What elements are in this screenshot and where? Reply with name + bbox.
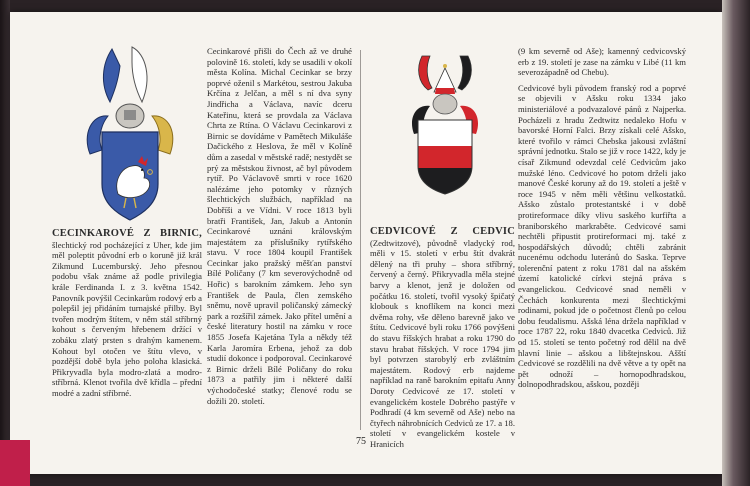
bookmark-ribbon	[0, 440, 30, 486]
book-left-edge	[0, 0, 10, 486]
column-3	[370, 226, 515, 449]
cedvic-history-text: Cedvicové byli původem franský rod a poprvé se objevili v Ašsku roku 1334 jako ministeriálové a podvazalové pánů z Najperka. Pocházeli z hradu Zedtwitz nedaleko Hofu v bavorské Horní Falci. Brzy získali celé Ašsko, které tvořilo v rámci Chebska jakousi zvláštní správní jednotku. Stalo se již v roce 1422, kdy je císař Zikmund odevzdal celé Cedvicům jako mužské léno. Cedvicové ho potom drželi jako manové České koruny až do 19. století a ještě v roce 1945 v něm měli většinu velkostatků. Ašsko zůstalo protestantské i v době protireformace díky vlivu saského kurfiřta a braniborského markraběte. Cedvicové sami nechtěli připustit protireformaci mj. také z hospodářských důvodů; chtěli zabránit nucenému odchodu luteránů do Saska. Teprve tolerenční patent z roku 1781 dal na ašském území katolické církvi stejná práva s evangelickou. Cedvicové snad neměli v Čechách konkurenta mezi šlechtickými rodinami, pokud jde o početnost členů po celou dobu feudalismu. Ašská léna držela například v roce 1787 22, roku 1840 dvacetka Cedviců. Již od 15. století se tento početný rod dělil na dvě hlavní linie – ašskou a libštejnskou. Ašští Cedvicové se rozdělili na dvě větve a ty opět na pět odnoží – hornopodhradskou, dolnopodhradskou, ašskou, později	[518, 82, 686, 390]
column-2	[207, 46, 352, 406]
cecinkar-text: šlechtický rod pocházející z Uher, kde jim měl poleptit původní erb o koruně již král Zikmund Lucemburský. Jeho přesnou podobu však známe až podle privilegia krále Ferdinanda I. z 3. května 1542. Panovník povýšil Cecinkarům rodový erb a polepšil jej přidáním turnajské přilby. Byl tvořen modrým štítem, v něm stál stříbrný kohout s červeným hřebenem držící v zobáku zlatý prsten s drahým kamenem. Kohout byl otočen ve štítu vlevo, v pozdější době byla jeho poloha klasická. Přikryvadla byla modro-zlatá a modro-stříbrná. Klenot tvořila dvě křídla – přední modré a zadní stříbrné.	[52, 239, 202, 398]
page-number: 75	[356, 436, 366, 447]
cedvic-text-continued: (9 km severně od Aše); kamenný cedvicovský erb z 19. století je zase na zámku v Libé (11 km severozápadně od Chebu).	[518, 46, 686, 78]
cedvic-coat-of-arms	[400, 48, 490, 198]
cedvic-text: (Zedtwitzové), původně vladycký rod, měli v 15. století v erbu štít dvakrát dělený na tři pruhy – shora stříbrný, červený a černý. Přikryvadla měla stejné barvy a klenot, jenž je doložen od počátku 16. století, tvořil vysoký špičatý klobouk s knoflíkem na konci mezi dvěma rohy, vše děleno barevně jako ve štítu. Cedvicové byli roku 1766 povýšeni do stavu říšských hrabat a roku 1790 do stavu hrabat říšských. V roce 1794 jim byl potvrzen starobylý erb zvláštním majestátem. Rodový erb najdeme například na raně barokním epitafu Anny Doroty Cedvicové ze 17. století v evangelickém kostele Dobrého pastýře v Podhradí (4 km severně od Aše) nebo na čtyřech náhrobnících Cedviců ze 17. a 18. století v evangelickém kostele v Hranicích	[370, 237, 515, 449]
book-right-edge	[722, 0, 750, 486]
cedvic-heading: CEDVICOVÉ Z CEDVIC	[370, 226, 515, 237]
cecinkar-heading: CECINKAROVÉ Z BIRNIC,	[52, 228, 202, 239]
cecinkar-history-text: Cecinkarové přišli do Čech až ve druhé polovině 16. století, kdy se usadili v okolí města Kolína. Michal Cecinkar se brzy poprvé oženil s Markétou, sestrou Jakuba Krčína z Jelčan, a měl s ní dva syny Jindřicha a Václava, navíc dceru Kateřinu, která se provdala za Václava Chrta ze Rtína. O Václavu Cecinkarovi z Birnic se dovídáme v Pamětech Mikuláše Dačického z Heslova, že měl v Kolíně dům a zasedal v městské radě; nestydět se prý za městskou živnost, ač byl původem rytíř. Po Václavově smrti v roce 1620 nalézáme jeho potomky v různých šlechtických službách, například na Dobříši a ve Vídni. V roce 1813 byli bratři František, Jan, Jakub a Antonín Cecinkarové uznáni královským majestátem za příslušníky rytířského stavu. V roce 1804 koupil František Cecinkar jako pražský měšťan panství Bílé Poličany (7 km severovýchodně od Hořic) s barokním zámkem. Jeho syn František de Paula, člen zemského sněmu, nově upravil poličanský zámecký park a rozšířil zámek. Jako přítel umění a české literatury hostil na zámku v roce 1855 Josefa Kajetána Tyla a někdy též Karla Jaromíra Erbena, jehož za dob studií dokonce i podporoval. Cecinkarové z Birnic drželi Bílé Poličany do roku 1873 a patřily jim i některé další východočeské statky; členové rodu se dožili 20. století.	[207, 46, 352, 406]
cecinkar-coat-of-arms	[80, 44, 180, 224]
column-1	[52, 228, 202, 399]
column-divider	[360, 50, 361, 430]
column-4	[518, 46, 686, 390]
